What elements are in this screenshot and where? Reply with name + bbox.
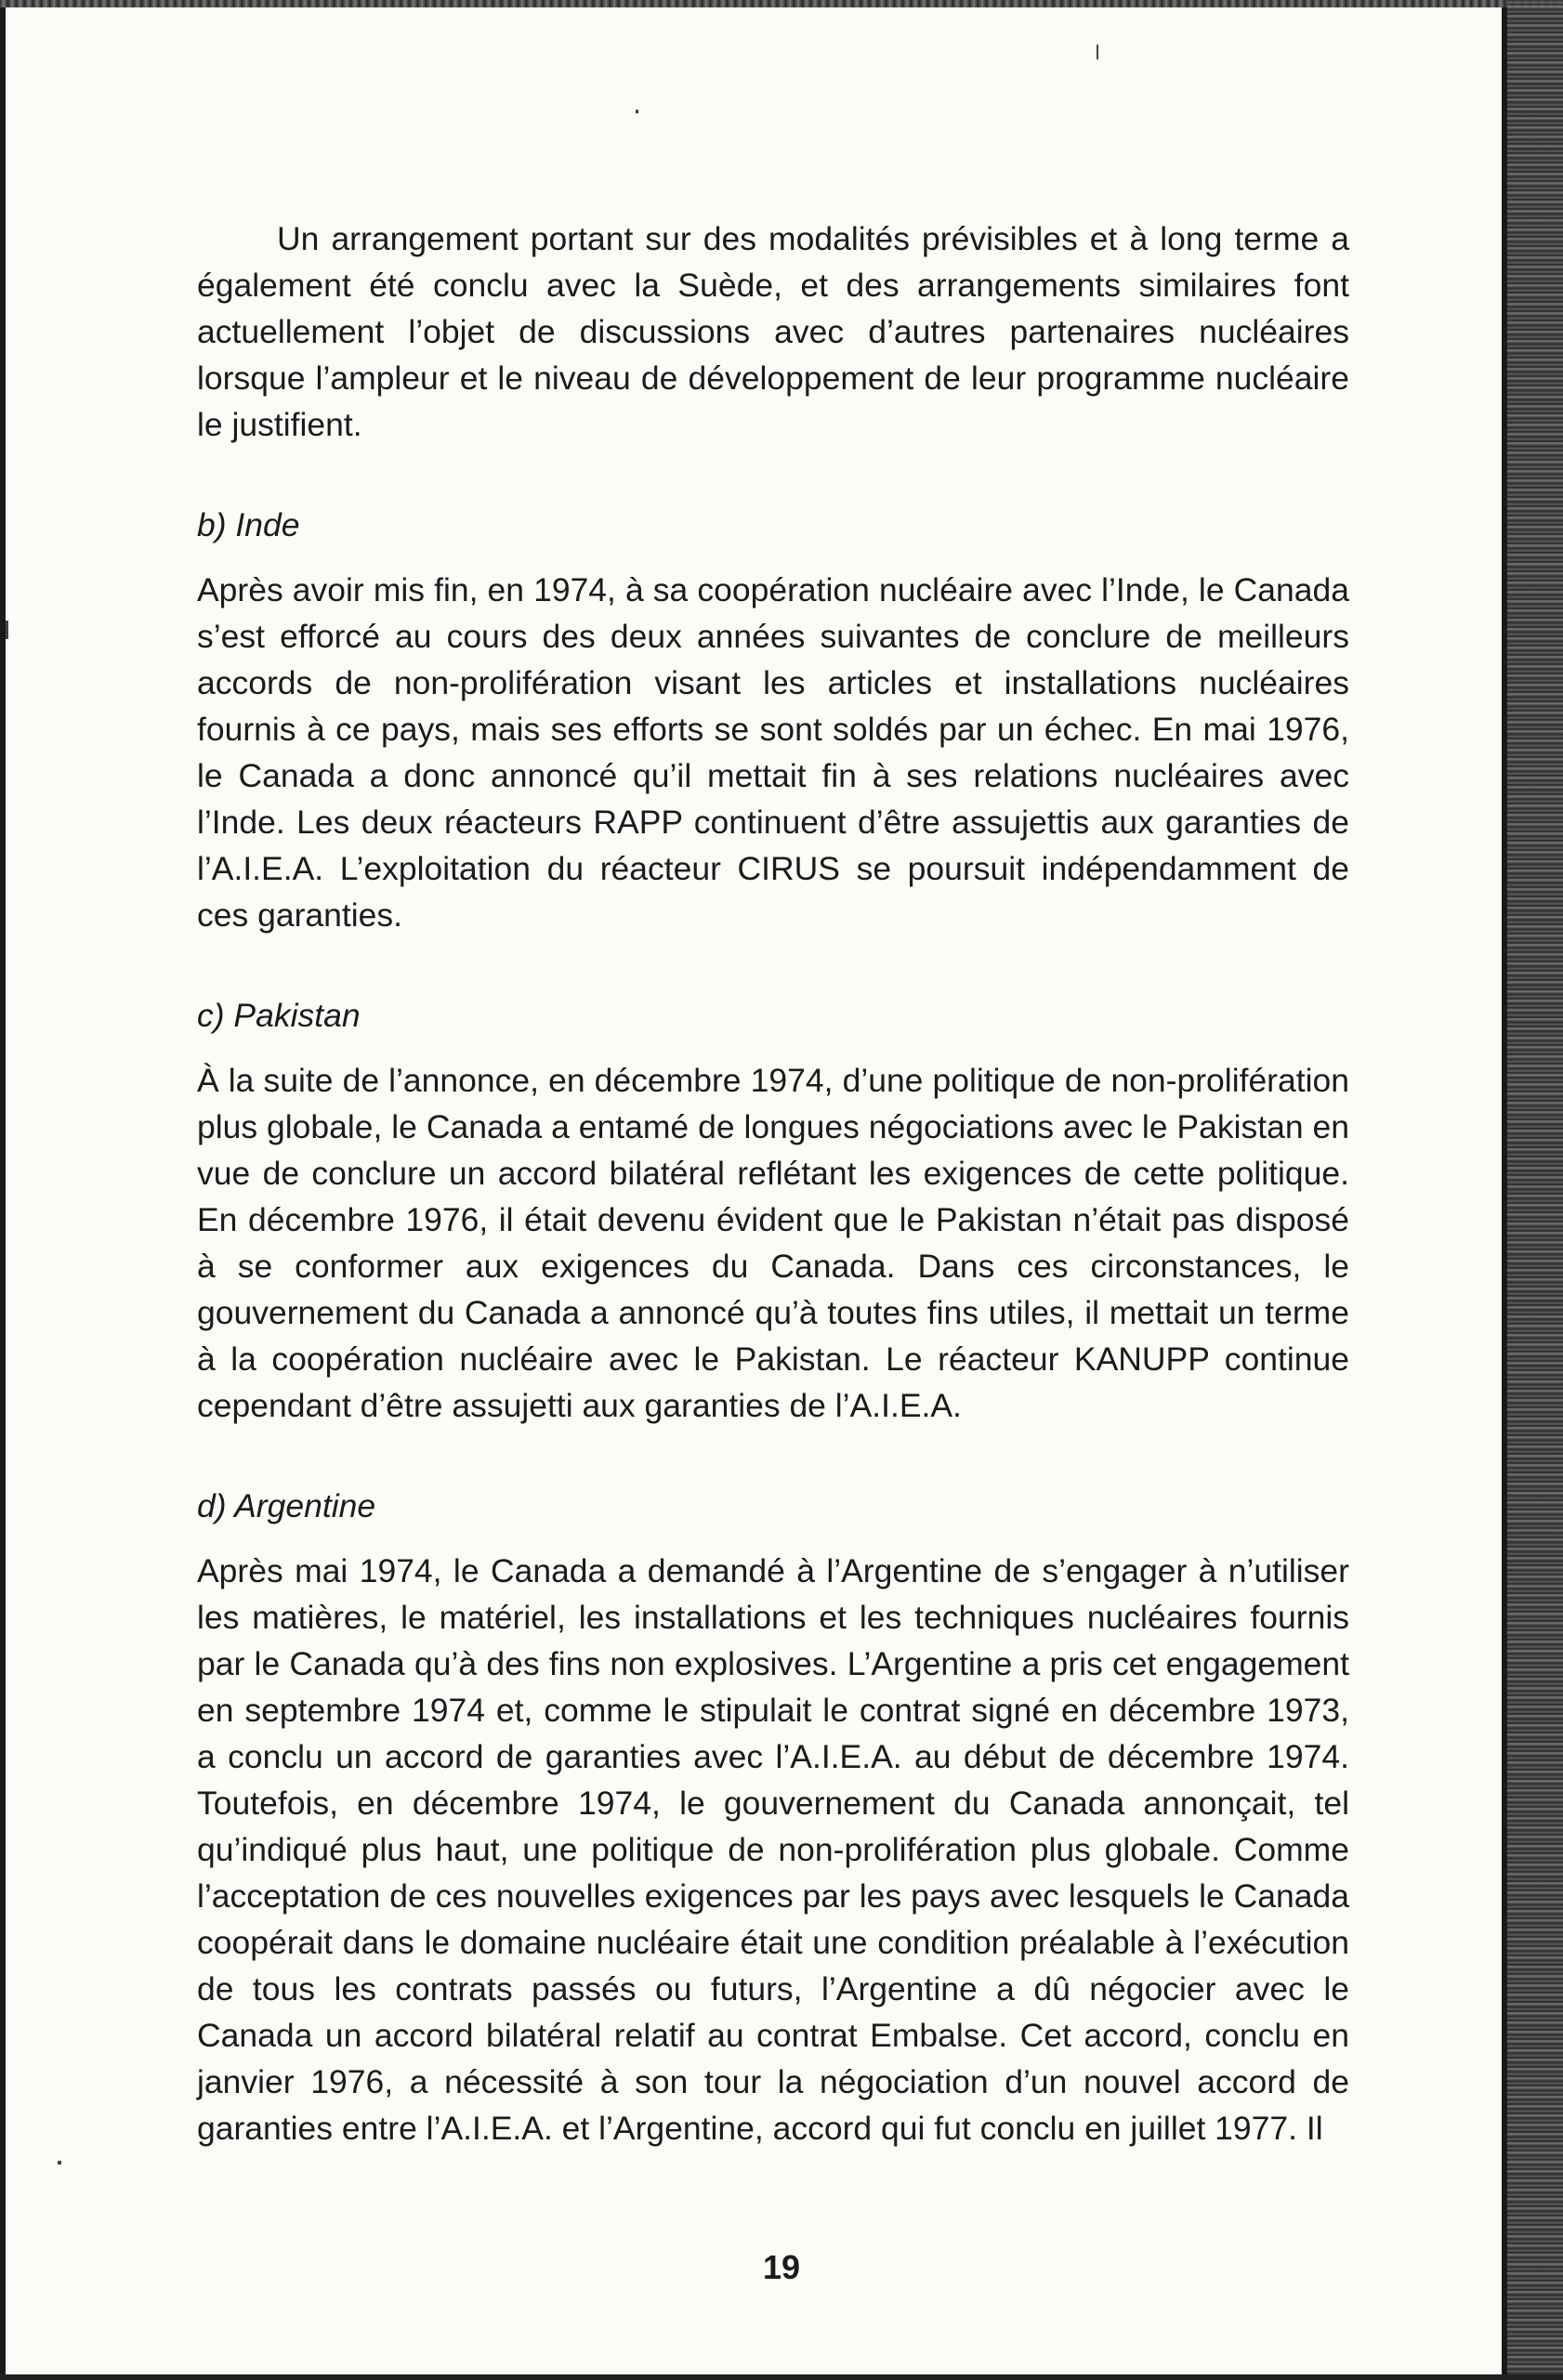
section-text-argentine: Après mai 1974, le Canada a demandé à l’Argentine de s’engager à n’utiliser les matières, le matériel, les installations et les techniques nucléaires fournis par le Canada qu’à des fins non explosives. L’Argentine a pris cet engagement en septembre 1974 et, comme le stipulait le contrat signé en décembre 1973, a conclu un accord de garanties avec l’A.I.E.A. au début de décembre 1974. Toutefois, en décembre 1974, le gouvernement du Canada annonçait, tel qu’indiqué plus haut, une politique de non-prolifération plus globale. Comme l’acceptation de ces nouvelles exigences par les pays avec lesquels le Canada coopérait dans le domaine nucléaire était une condition préalable à l’exécution de tous les contrats passés ou futurs, l’Argentine a dû négocier avec le Canada un accord bilatéral relatif au contrat Embalse. Cet accord, conclu en janvier 1976, a nécessité à son tour la négociation d’un nouvel accord de garanties entre l’A.I.E.A. et l’Argentine, accord qui fut conclu en juillet 1977. Il bbox=[197, 1552, 1349, 2147]
section-text-inde: Après avoir mis fin, en 1974, à sa coopération nucléaire avec l’Inde, le Canada s’est efforcé au cours des deux années suivantes de conclure de meilleurs accords de non-prolifération visant les articles et installations nucléaires fournis à ce pays, mais ses efforts se sont soldés par un échec. En mai 1976, le Canada a donc annoncé qu’il mettait fin à ses relations nucléaires avec l’Inde. Les deux réacteurs RAPP continuent d’être assujettis aux garanties de l’A.I.E.A. L’exploitation du réacteur CIRUS se poursuit indépendamment de ces garanties. bbox=[197, 571, 1349, 934]
section-heading-argentine: d) Argentine bbox=[197, 1487, 376, 1524]
scan-speck bbox=[1097, 45, 1098, 59]
intro-paragraph: Un arrangement portant sur des modalités prévisibles et à long terme a également été conclu avec la Suède, et des arrangements similaires font actuellement l’objet de discussions avec d’autres partenaires nucléaires lorsque l’ampleur et le niveau de développement de leur programme nucléaire le justifient. bbox=[197, 220, 1349, 443]
scan-speck bbox=[6, 621, 8, 639]
scan-speck bbox=[58, 2161, 61, 2164]
scan-right-edge bbox=[1507, 0, 1563, 2380]
section-heading-inde: b) Inde bbox=[197, 506, 300, 543]
scan-bottom-edge bbox=[0, 2374, 1563, 2380]
scan-speck bbox=[636, 110, 638, 113]
document-body bbox=[197, 216, 1349, 2151]
page-number: 19 bbox=[762, 2248, 801, 2286]
scan-top-edge bbox=[0, 0, 1563, 7]
section-heading-pakistan: c) Pakistan bbox=[197, 997, 361, 1034]
section-text-pakistan: À la suite de l’annonce, en décembre 1974, d’une politique de non-prolifération plus globale, le Canada a entamé de longues négociations avec le Pakistan en vue de conclure un accord bilatéral reflétant les exigences de cette politique. En décembre 1976, il était devenu évident que le Pakistan n’était pas disposé à se conformer aux exigences du Canada. Dans ces circonstances, le gouvernement du Canada a annoncé qu’à toutes fins utiles, il mettait un terme à la coopération nucléaire avec le Pakistan. Le réacteur KANUPP continue cependant d’être assujetti aux garanties de l’A.I.E.A. bbox=[197, 1062, 1349, 1424]
